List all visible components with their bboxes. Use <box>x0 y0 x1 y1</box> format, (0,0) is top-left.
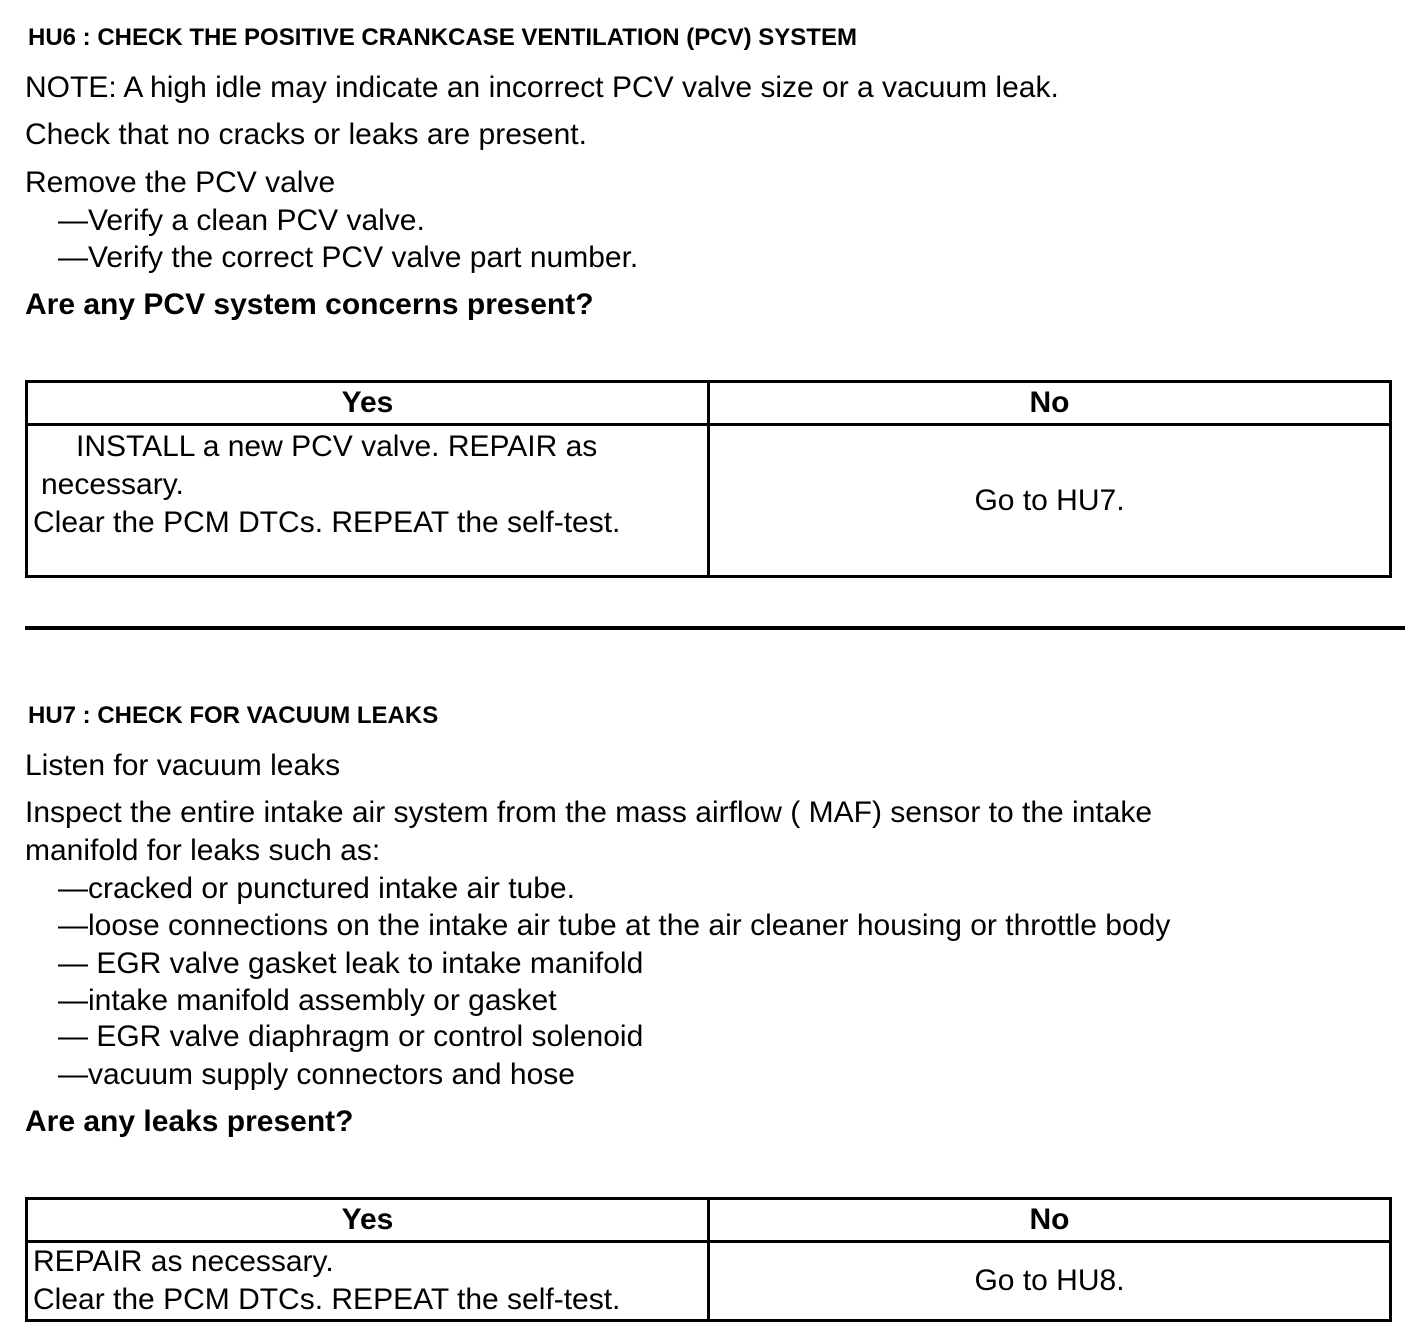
no-header: No <box>709 382 1391 425</box>
hu7-result-table <box>25 1197 1392 1322</box>
yes-cell <box>27 425 709 577</box>
hu6-remove: Remove the PCV valve <box>25 166 336 199</box>
hu7-bullet: —vacuum supply connectors and hose <box>58 1058 575 1091</box>
yes-line: INSTALL a new PCV valve. REPAIR as <box>76 430 598 463</box>
hu7-title: HU7 : CHECK FOR VACUUM LEAKS <box>28 702 439 729</box>
hu7-bullet: —loose connections on the intake air tube at the air cleaner housing or throttle body <box>58 909 1171 942</box>
hu7-listen: Listen for vacuum leaks <box>25 749 341 782</box>
hu7-inspect: Inspect the entire intake air system from the mass airflow ( MAF) sensor to the intake <box>25 796 1153 829</box>
hu6-bullet: —Verify a clean PCV valve. <box>58 204 425 237</box>
hu7-question: Are any leaks present? <box>25 1105 354 1138</box>
hu6-note: NOTE: A high idle may indicate an incorrect PCV valve size or a vacuum leak. <box>25 71 1059 104</box>
yes-line: necessary. <box>41 468 184 501</box>
hu6-bullet: —Verify the correct PCV valve part number. <box>58 241 639 274</box>
hu7-bullet: —intake manifold assembly or gasket <box>58 984 557 1017</box>
hu7-bullet: — EGR valve diaphragm or control solenoid <box>58 1020 644 1053</box>
yes-header: Yes <box>27 1199 709 1242</box>
hu6-check: Check that no cracks or leaks are present. <box>25 118 587 151</box>
yes-line: Clear the PCM DTCs. REPEAT the self-test. <box>33 506 621 539</box>
hu6-title: HU6 : CHECK THE POSITIVE CRANKCASE VENTILATION (PCV) SYSTEM <box>28 24 857 51</box>
no-cell: Go to HU8. <box>709 1242 1391 1321</box>
no-header: No <box>709 1199 1391 1242</box>
yes-header: Yes <box>27 382 709 425</box>
yes-line: Clear the PCM DTCs. REPEAT the self-test. <box>33 1283 621 1316</box>
yes-cell <box>27 1242 709 1321</box>
yes-line: REPAIR as necessary. <box>33 1245 334 1278</box>
hu7-bullet: —cracked or punctured intake air tube. <box>58 872 575 905</box>
hu6-result-table <box>25 380 1392 578</box>
hu6-question: Are any PCV system concerns present? <box>25 288 594 321</box>
section-divider <box>25 626 1405 630</box>
no-cell: Go to HU7. <box>709 425 1391 577</box>
hu7-inspect: manifold for leaks such as: <box>25 834 381 867</box>
hu7-bullet: — EGR valve gasket leak to intake manifold <box>58 947 644 980</box>
